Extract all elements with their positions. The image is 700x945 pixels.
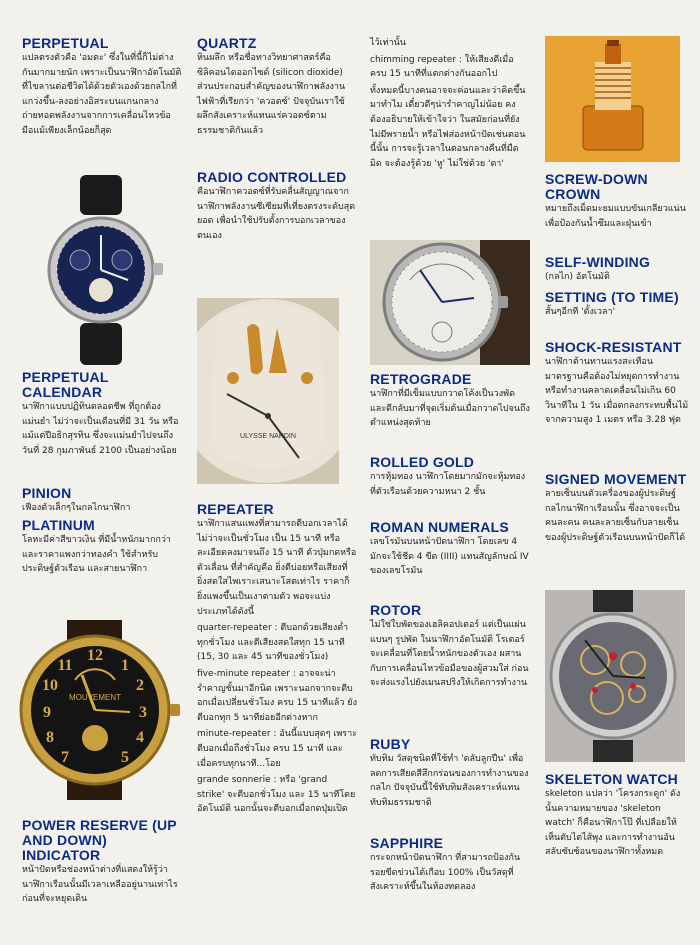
entry-body: หน้าปัดหรือช่องหน้าต่างที่แสดงให้รู้ว่า นาฬิกาเรือนนั้นมีเวลาเหลืออยู่นานเท่าไรก่อนที่จะหยุดเดิน: [22, 865, 178, 905]
entry-repeater-continued: [370, 36, 530, 173]
entry-shock-resistant: [545, 340, 690, 430]
entry-body: นาฬิกาแบบปฏิทินตลอดชีพ ที่ถูกต้องแม่นยำ ไม่ว่าจะเป็นเดือนที่มี 31 วัน หรือแม้แต่ปีอธิกสุรทิน ซึ่งจะแม่นยำไปจนถึงวันที่ 28 กุมภาพันธ์ 2100 เป็นอย่างน้อย: [22, 402, 179, 456]
entry-paragraph: five-minute repeater : อาจจะน่ารำคาญชั้นมาอีกนิด เพราะนอกจากจะตีบอกเมื่อเปลี่ยนชั่วโมง ครบ 15 นาทีแล้ว ยังตีบอกทุก 5 นาทีย่อยอีกต่างหาก: [197, 668, 357, 723]
entry-body: หินผลึก หรือชื่อทางวิทยาศาสตร์คือ ซิลิคอนไดออกไซด์ (silicon dioxide) ส่วนประกอบสำคัญของนาฬิกาพลังงานไฟฟ้าที่เรียกว่า 'ควอตซ์' ปัจจุบันเราใช้ผลึกสังเคราะห์แทนแร่ควอตซ์ตามธรรมชาติกันแล้ว: [197, 53, 346, 136]
entry-title: SIGNED MOVEMENT: [545, 471, 687, 487]
entry-title: RADIO CONTROLLED: [197, 169, 347, 185]
entry-paragraph: ไว้เท่านั้น: [370, 38, 406, 48]
entry-title: PERPETUAL CALENDAR: [22, 369, 109, 400]
entry-paragraph: grande sonnerie : หรือ 'grand strike' จะตีบอกชั่วโมง และ 15 นาทีโดยอัตโนมัติ นอกนั้นจะตีบอกเมื่อกดปุ่มเปิด: [197, 775, 356, 815]
entry-body: โลหะมีค่าสีขาวเงิน ที่มีน้ำหนักมากกว่า และราคาแพงกว่าทองคำ ใช้สำหรับประดิษฐ์ตัวเรือน และสายนาฬิกา: [22, 535, 171, 575]
entry-paragraph: quarter-repeater : ตีบอกด้วยเสียงต่ำทุกชั่วโมง และตีเสียงสดใสทุก 15 นาที (15, 30 และ 45 นาทีของชั่วโมง): [197, 623, 349, 663]
entry-title: SELF-WINDING: [545, 254, 651, 270]
svg-text:8: 8: [46, 729, 54, 746]
entry-screw-down-crown: [545, 172, 690, 233]
entry-title: SKELETON WATCH: [545, 771, 678, 787]
entry-sapphire: [370, 836, 530, 897]
gold-watch-image: [12, 620, 187, 800]
svg-text:1: 1: [121, 657, 129, 674]
entry-title: RETROGRADE: [370, 371, 472, 387]
entry-body: การหุ้มทอง นาฬิกาโดยมากมักจะหุ้มทองที่ตัวเรือนด้วยความหนา 2 ชั้น: [370, 472, 526, 497]
entry-radio-controlled: [197, 170, 357, 245]
entry-perpetual: [22, 36, 182, 141]
entry-body: สั้นๆอีกที 'ตั้งเวลา': [545, 307, 616, 317]
svg-text:4: 4: [136, 729, 144, 746]
retrograde-watch-image: [370, 240, 530, 365]
entry-body: นาฬิกาต้านทานแรงสะเทือน มาตรฐานคือต้องไม่หยุดการทำงาน หรือทำงานคลาดเคลื่อนไม่เกิน 60 วินาทีใน 1 วัน เมื่อตกลงกระทบพื้นไม้จากความสูง 1 เมตร หรือ 3.28 ฟุต: [545, 357, 689, 426]
entry-title: PINION: [22, 485, 72, 501]
perpetual-watch-image: [40, 175, 170, 365]
entry-title: RUBY: [370, 736, 411, 752]
entry-body: กระจกหน้าปัดนาฬิกา ที่สามารถป้องกันรอยขีดข่วนได้เกือบ 100% เป็นวัสดุที่สังเคราะห์ขึ้นในห้องทดลอง: [370, 853, 521, 893]
entry-title: PERPETUAL: [22, 35, 109, 51]
svg-text:2: 2: [136, 677, 144, 694]
entry-rolled-gold: [370, 455, 530, 501]
entry-perpetual-calendar: [22, 370, 182, 460]
entry-pinion: [22, 486, 182, 518]
entry-title: SHOCK-RESISTANT: [545, 339, 682, 355]
entry-body: คือนาฬิกาควอตซ์ที่รับคลื่นสัญญาณจากนาฬิกาพลังงานซีเซียมที่เที่ยงตรงระดับสุดยอด เพื่อนำใช้ปรับตั้งการบอกเวลาของตนเอง: [197, 187, 356, 241]
entry-title: SCREW-DOWN CROWN: [545, 171, 648, 202]
svg-text:3: 3: [139, 704, 147, 721]
entry-title: ROMAN NUMERALS: [370, 519, 509, 535]
entry-title: POWER RESERVE (UP AND DOWN) INDICATOR: [22, 817, 177, 863]
watch-brand-label: MOUVEMENT: [69, 693, 121, 702]
entry-signed-movement: [545, 472, 690, 547]
entry-self-winding: [545, 255, 690, 287]
entry-title: ROLLED GOLD: [370, 454, 475, 470]
entry-body: นาฬิกาที่มีเข็มแบบกวาดโค้งเป็นวงพัด และดีกลับมาที่จุดเริ่มต้นเมื่อกวาดไปจนถึงตำแหน่งสุดท้าย: [370, 389, 530, 429]
entry-title: QUARTZ: [197, 35, 257, 51]
entry-title: ROTOR: [370, 602, 422, 618]
skeleton-watch-image: [545, 590, 685, 762]
entry-body: หมายถึงเม็ดมะยมแบบขันเกลียวแน่น เพื่อป้องกันน้ำซึมและฝุ่นเข้า: [545, 204, 686, 229]
entry-title: PLATINUM: [22, 517, 95, 533]
entry-title: REPEATER: [197, 501, 274, 517]
entry-skeleton-watch: [545, 772, 690, 862]
entry-paragraph: chimming repeater : ให้เสียงดีเมื่อครบ 15 นาทีที่แตกต่างกันออกไป: [370, 54, 514, 80]
entry-body: ไม่ใช่ใบพัดของเฮลิคอปเตอร์ แต่เป็นแผ่นแบนๆ รูปพัด ในนาฬิกาอัตโนมัติ โรเตอร์จะเคลื่อนที่โดยน้ำหนักของตัวเอง ผสานกับการเคลื่อนไหวข้อมือของผู้สวมใส่ ก่อนจะส่งแรงไปยังเมนสปริงให้เกิดการทำงาน: [370, 620, 529, 689]
entry-setting-to-time: [545, 290, 690, 322]
entry-paragraph: นาฬิกาแสนแพงที่สามารถตีบอกเวลาได้ ไม่ว่าจะเป็นชั่วโมง เป็น 15 นาที หรือละเอียดลงมาจนถึง 15 นาที ตัวปุ่มกดหรือตัวเลื่อน ที่สำคัญคือ ยิ่งตีบ่อยหรือเสียงที่ยิ่งสดใสไพเราะเสนาะโสตเท่าไร ราคาก็ยิ่งแพงขึ้นเป็นเงาตามตัว พอจะแบ่งประเภทได้ดังนี้: [197, 519, 357, 617]
svg-text:10: 10: [42, 677, 58, 694]
entry-paragraph: minute-repeater : อันนี้แบบสุดๆ เพราะตีบอกเมื่อถึงชั่วโมง ครบ 15 นาที และเมื่อครบทุกนาที...โอย: [197, 729, 358, 769]
svg-text:11: 11: [57, 657, 73, 674]
entry-title: SAPPHIRE: [370, 835, 444, 851]
svg-text:5: 5: [121, 749, 129, 766]
watch-brand-label: ULYSSE NARDIN: [240, 433, 296, 440]
entry-body: แปลตรงตัวคือ 'อมตะ' ซึ่งในที่นี้ก็ไม่ต่างกันมากมายนัก เพราะเป็นนาฬิกาอัตโนมัติที่ไขลานต่อชีวิตได้ด้วยตัวเองด้วยกลไกที่แกว่งขึ้น-ลงอย่างอิสระบนแกนกลาง ถ่ายทอดพลังงานจากการเคลื่อนไหวข้อมือแม้เพียงเล็กน้อยก็สุด: [22, 53, 182, 136]
entry-power-reserve: [22, 818, 182, 909]
entry-body: ทับทิม วัสดุชนิดที่ใช้ทำ 'ตลับลูกปืน' เพื่อลดการเสียดสีสึกกร่อนของการทำงานของกลไก ปัจจุบันนี้ใช้ทับทิมสังเคราะห์แทนทับทิมธรรมชาติ: [370, 754, 529, 808]
entry-repeater: [197, 502, 357, 819]
entry-body: เลขโรมันบนหน้าปัดนาฬิกา โดยเลข 4 มักจะใช้ชีด 4 ขีด (IIII) แทนสัญลักษณ์ IV ของเลขโรมัน: [370, 537, 529, 577]
entry-retrograde: [370, 372, 530, 433]
ulysse-nardin-watch-image: [197, 298, 339, 484]
svg-text:9: 9: [43, 704, 51, 721]
svg-text:7: 7: [61, 749, 69, 766]
entry-quartz: [197, 36, 357, 141]
entry-title: SETTING (TO TIME): [545, 289, 679, 305]
entry-roman-numerals: [370, 520, 530, 581]
entry-paragraph: ทั้งหมดนี้บางคนอาจจะค่อนและว่าคิดขึ้นมาทำไม เดี๋ยวดีๆน่ารำคาญไม่น้อย คงต้องอธิบายให้เข้าใจว่า ในสมัยก่อนที่ยังไม่มีพรายน้ำ หรือไฟส่องหน้าปัดเช่นตอนนี้นั้น การจะรู้เวลาในตอนกลางคืนที่มืดมิด จะต้องรู้ด้วย 'หู' ไม่ใช่ด้วย 'ตา': [370, 85, 526, 169]
entry-body: skeleton แปลว่า 'โครงกระดูก' ดังนั้นความหมายของ 'skeleton watch' ก็คือนาฬิกาโป๊ ที่เปลือยให้เห็นตับไตไส้พุง และการทำงานอันสลับซับซ้อนของนาฬิกาทั้งหมด: [545, 789, 681, 858]
entry-platinum: [22, 518, 182, 579]
entry-body: (กลไก) อัตโนมัติ: [545, 272, 610, 282]
entry-ruby: [370, 737, 530, 812]
entry-body: ลายเซ็นบนตัวเครื่องของผู้ประดิษฐ์กลไกนาฬิกาเรือนนั้น ซึ่งอาจจะเป็นคนละคน คนละลายเซ็นกับลายเซ็นของผู้ประดิษฐ์ตัวเรือนบนหน้าปัดก็ได้: [545, 489, 686, 543]
entry-body: เฟืองตัวเล็กๆในกลไกนาฬิกา: [22, 503, 131, 513]
svg-text:12: 12: [87, 647, 103, 664]
entry-rotor: [370, 603, 530, 693]
crown-image: [545, 36, 680, 162]
